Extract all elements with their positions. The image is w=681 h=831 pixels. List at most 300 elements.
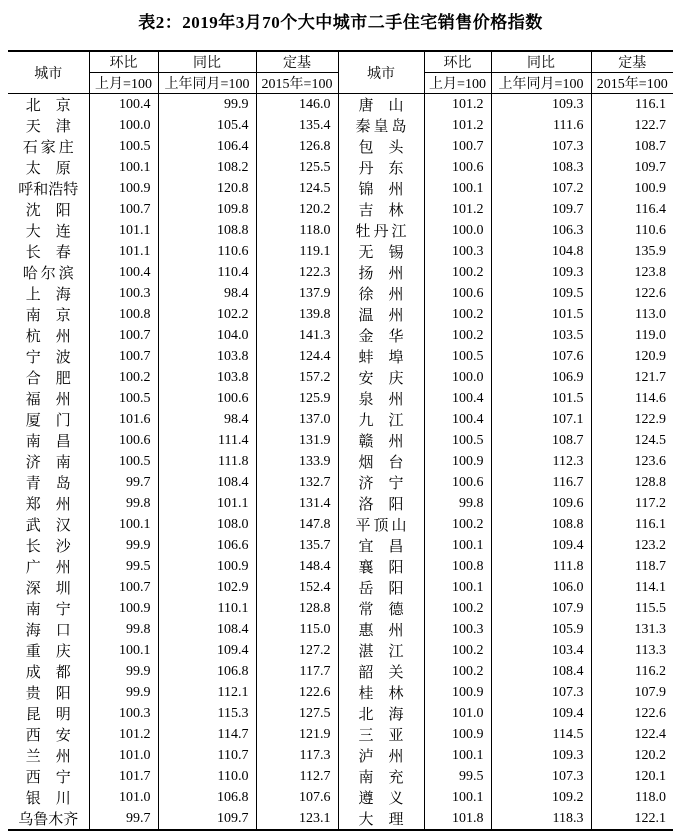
yoy-value: 111.8 (158, 451, 256, 472)
table-row (8, 94, 673, 116)
city-cell (8, 178, 89, 199)
city-name: 湛 江 (358, 644, 404, 660)
yoy-value: 106.8 (158, 787, 256, 808)
city-cell (8, 157, 89, 178)
yoy-value: 107.9 (491, 598, 591, 619)
mom-value: 99.8 (89, 619, 158, 640)
mom-value: 100.9 (424, 682, 491, 703)
yoy-value: 109.6 (491, 493, 591, 514)
city-cell (8, 94, 89, 116)
city-name: 襄 阳 (358, 560, 404, 576)
city-name: 锦 州 (358, 182, 404, 198)
mom-value: 100.2 (424, 514, 491, 535)
city-cell (338, 808, 424, 830)
yoy-value: 110.1 (158, 598, 256, 619)
city-cell (8, 388, 89, 409)
base-value: 124.5 (634, 432, 666, 448)
yoy-value: 112.3 (491, 451, 591, 472)
city-name: 深 圳 (25, 581, 71, 597)
city-cell (338, 766, 424, 787)
base-value: 114.1 (635, 579, 666, 595)
yoy-value: 106.4 (158, 136, 256, 157)
city-name: 长 沙 (25, 539, 71, 555)
city-name: 吉 林 (358, 203, 404, 219)
city-name: 宁 波 (25, 350, 71, 366)
city-name: 沈 阳 (25, 203, 71, 219)
city-name: 南 宁 (25, 602, 71, 618)
base-value: 112.7 (256, 766, 338, 787)
city-cell (8, 241, 89, 262)
mom-value: 99.8 (424, 493, 491, 514)
table-header (8, 51, 673, 94)
base-value: 124.5 (256, 178, 338, 199)
mom-value: 100.5 (89, 136, 158, 157)
page-title: 表2：2019年3月70个大中城市二手住宅销售价格指数 (138, 13, 543, 32)
base-value: 147.8 (256, 514, 338, 535)
table-row (8, 115, 673, 136)
city-name: 大 理 (358, 812, 404, 828)
city-name: 金 华 (358, 329, 404, 345)
mom-value: 101.1 (89, 220, 158, 241)
yoy-value: 110.7 (158, 745, 256, 766)
city-name: 包 头 (358, 140, 404, 156)
city-name: 秦皇岛 (355, 119, 410, 135)
yoy-value: 120.8 (158, 178, 256, 199)
mom-value: 100.6 (424, 157, 491, 178)
table-row (8, 703, 673, 724)
yoy-value: 108.8 (491, 514, 591, 535)
city-name: 海 口 (25, 623, 71, 639)
city-name: 洛 阳 (358, 497, 404, 513)
header-mom-left: 环比 (89, 51, 158, 73)
base-value: 133.9 (256, 451, 338, 472)
mom-value: 100.2 (424, 262, 491, 283)
mom-value: 100.4 (89, 262, 158, 283)
base-value: 118.0 (256, 220, 338, 241)
yoy-value: 107.1 (491, 409, 591, 430)
city-cell (338, 556, 424, 577)
yoy-value: 109.4 (491, 703, 591, 724)
base-value: 122.3 (256, 262, 338, 283)
yoy-value: 99.9 (158, 94, 256, 116)
base-value: 116.2 (635, 663, 666, 679)
mom-value: 100.3 (89, 283, 158, 304)
yoy-value: 115.3 (158, 703, 256, 724)
base-value: 113.3 (635, 642, 666, 658)
city-name: 西 安 (25, 728, 71, 744)
city-cell (8, 598, 89, 619)
city-name: 乌鲁木齐 (18, 812, 79, 828)
table-row (8, 346, 673, 367)
table-row (8, 388, 673, 409)
yoy-value: 103.8 (158, 367, 256, 388)
table-row (8, 430, 673, 451)
base-value: 135.4 (256, 115, 338, 136)
city-cell (338, 325, 424, 346)
city-name: 丹 东 (358, 161, 404, 177)
base-value: 131.4 (256, 493, 338, 514)
table-row (8, 535, 673, 556)
mom-value: 100.1 (89, 157, 158, 178)
mom-value: 99.5 (89, 556, 158, 577)
city-name: 岳 阳 (358, 581, 404, 597)
mom-value: 101.8 (424, 808, 491, 830)
mom-value: 100.7 (89, 199, 158, 220)
mom-value: 99.5 (424, 766, 491, 787)
city-cell (338, 346, 424, 367)
base-value: 107.6 (256, 787, 338, 808)
base-value: 116.4 (635, 201, 666, 217)
table-row (8, 724, 673, 745)
city-cell (8, 661, 89, 682)
table-row (8, 136, 673, 157)
yoy-value: 109.4 (158, 640, 256, 661)
city-name: 合 肥 (25, 371, 71, 387)
base-value: 131.9 (256, 430, 338, 451)
city-cell (338, 514, 424, 535)
city-cell (338, 577, 424, 598)
yoy-value: 102.2 (158, 304, 256, 325)
mom-value: 100.1 (424, 535, 491, 556)
city-cell (8, 640, 89, 661)
city-name: 韶 关 (358, 665, 404, 681)
mom-value: 100.0 (424, 367, 491, 388)
header-yoy-left: 同比 (158, 51, 256, 73)
table-row (8, 451, 673, 472)
city-name: 太 原 (25, 161, 71, 177)
city-cell (338, 619, 424, 640)
base-value: 152.4 (256, 577, 338, 598)
base-value: 124.4 (256, 346, 338, 367)
mom-value: 100.4 (89, 94, 158, 116)
city-name: 烟 台 (358, 455, 404, 471)
table-row (8, 178, 673, 199)
table-row (8, 556, 673, 577)
city-name: 上 海 (25, 287, 71, 303)
city-name: 呼和浩特 (18, 182, 79, 198)
city-name: 石家庄 (22, 140, 77, 156)
city-cell (8, 787, 89, 808)
city-name: 福 州 (25, 392, 71, 408)
yoy-value: 111.6 (491, 115, 591, 136)
city-name: 南 京 (25, 308, 71, 324)
mom-value: 100.9 (424, 451, 491, 472)
base-value: 107.9 (634, 684, 666, 700)
city-cell (338, 157, 424, 178)
yoy-value: 98.4 (158, 283, 256, 304)
base-value: 116.1 (635, 516, 666, 532)
yoy-value: 106.9 (491, 367, 591, 388)
city-cell (338, 304, 424, 325)
city-cell (8, 493, 89, 514)
yoy-value: 109.7 (158, 808, 256, 830)
base-value: 126.8 (256, 136, 338, 157)
mom-value: 100.1 (89, 640, 158, 661)
yoy-value: 104.8 (491, 241, 591, 262)
base-value: 123.1 (256, 808, 338, 830)
city-cell (8, 745, 89, 766)
mom-value: 101.2 (424, 115, 491, 136)
price-index-table (8, 50, 673, 831)
mom-value: 100.1 (424, 577, 491, 598)
city-cell (338, 661, 424, 682)
city-cell (8, 220, 89, 241)
city-name: 南 昌 (25, 434, 71, 450)
city-name: 常 德 (358, 602, 404, 618)
yoy-value: 111.8 (491, 556, 591, 577)
city-name: 成 都 (25, 665, 71, 681)
header-city-right: 城市 (338, 51, 424, 94)
table-row (8, 283, 673, 304)
city-name: 桂 林 (358, 686, 404, 702)
base-value: 131.3 (634, 621, 666, 637)
city-cell (8, 703, 89, 724)
city-cell (338, 283, 424, 304)
header-base-right: 定基 (591, 51, 673, 73)
city-cell (338, 787, 424, 808)
mom-value: 100.0 (424, 220, 491, 241)
base-value: 122.1 (634, 810, 666, 826)
table-row (8, 220, 673, 241)
city-cell (8, 115, 89, 136)
mom-value: 100.3 (424, 619, 491, 640)
city-cell (338, 472, 424, 493)
base-value: 122.6 (634, 705, 666, 721)
yoy-value: 108.4 (491, 661, 591, 682)
yoy-value: 108.4 (158, 619, 256, 640)
city-name: 平顶山 (355, 518, 410, 534)
yoy-value: 106.3 (491, 220, 591, 241)
city-cell (8, 724, 89, 745)
yoy-value: 100.6 (158, 388, 256, 409)
mom-value: 100.6 (424, 472, 491, 493)
table-row (8, 745, 673, 766)
mom-value: 100.3 (424, 241, 491, 262)
city-name: 哈尔滨 (22, 266, 77, 282)
city-cell (8, 430, 89, 451)
base-value: 100.9 (634, 180, 666, 196)
mom-value: 100.1 (424, 178, 491, 199)
city-cell (338, 388, 424, 409)
base-value: 122.7 (634, 117, 666, 133)
table-row (8, 577, 673, 598)
mom-value: 100.5 (89, 388, 158, 409)
mom-value: 99.9 (89, 682, 158, 703)
mom-value: 101.2 (424, 94, 491, 116)
mom-value: 99.8 (89, 493, 158, 514)
base-value: 128.8 (634, 474, 666, 490)
base-value: 115.5 (635, 600, 666, 616)
base-value: 127.2 (256, 640, 338, 661)
city-name: 重 庆 (25, 644, 71, 660)
city-cell (338, 94, 424, 116)
mom-value: 100.7 (424, 136, 491, 157)
table-row (8, 262, 673, 283)
base-value: 108.7 (634, 138, 666, 154)
table-row (8, 640, 673, 661)
mom-value: 100.9 (89, 598, 158, 619)
yoy-value: 110.6 (158, 241, 256, 262)
city-name: 九 江 (358, 413, 404, 429)
mom-value: 100.2 (424, 640, 491, 661)
yoy-value: 118.3 (491, 808, 591, 830)
city-name: 西 宁 (25, 770, 71, 786)
yoy-value: 116.7 (491, 472, 591, 493)
city-name: 牡丹江 (355, 224, 410, 240)
city-cell (8, 535, 89, 556)
city-name: 泉 州 (358, 392, 404, 408)
mom-value: 100.7 (89, 577, 158, 598)
city-name: 青 岛 (25, 476, 71, 492)
mom-value: 100.0 (89, 115, 158, 136)
city-name: 遵 义 (358, 791, 404, 807)
city-cell (338, 115, 424, 136)
city-name: 广 州 (25, 560, 71, 576)
mom-value: 101.0 (424, 703, 491, 724)
table-row (8, 409, 673, 430)
mom-value: 100.5 (424, 346, 491, 367)
yoy-value: 108.3 (491, 157, 591, 178)
city-name: 武 汉 (25, 518, 71, 534)
mom-value: 100.2 (89, 367, 158, 388)
mom-value: 100.8 (424, 556, 491, 577)
city-cell (338, 136, 424, 157)
yoy-value: 109.5 (491, 283, 591, 304)
base-value: 121.9 (256, 724, 338, 745)
base-value: 122.9 (634, 411, 666, 427)
yoy-value: 108.2 (158, 157, 256, 178)
city-cell (8, 199, 89, 220)
table-row (8, 472, 673, 493)
city-cell (8, 451, 89, 472)
mom-value: 100.9 (89, 178, 158, 199)
city-cell (8, 325, 89, 346)
base-value: 122.4 (634, 726, 666, 742)
table-row (8, 661, 673, 682)
yoy-value: 101.5 (491, 388, 591, 409)
base-value: 113.0 (635, 306, 666, 322)
header-row-1 (8, 51, 673, 73)
base-value: 127.5 (256, 703, 338, 724)
yoy-value: 107.6 (491, 346, 591, 367)
mom-value: 101.0 (89, 745, 158, 766)
base-value: 121.7 (634, 369, 666, 385)
base-value: 139.8 (256, 304, 338, 325)
yoy-value: 103.8 (158, 346, 256, 367)
city-cell (338, 640, 424, 661)
yoy-value: 107.3 (491, 766, 591, 787)
city-cell (8, 283, 89, 304)
yoy-value: 111.4 (158, 430, 256, 451)
city-name: 济 南 (25, 455, 71, 471)
mom-value: 100.7 (89, 325, 158, 346)
header-base-left: 定基 (256, 51, 338, 73)
base-value: 118.7 (635, 558, 666, 574)
yoy-value: 114.7 (158, 724, 256, 745)
mom-value: 100.2 (424, 598, 491, 619)
city-cell (8, 367, 89, 388)
mom-value: 100.1 (89, 514, 158, 535)
mom-value: 100.6 (89, 430, 158, 451)
base-value: 109.7 (634, 159, 666, 175)
base-value: 146.0 (256, 94, 338, 116)
yoy-value: 104.0 (158, 325, 256, 346)
city-name: 天 津 (25, 119, 71, 135)
city-cell (8, 304, 89, 325)
base-value: 110.6 (635, 222, 666, 238)
city-cell (338, 703, 424, 724)
base-value: 120.9 (634, 348, 666, 364)
subheader-mom-left: 上月=100 (89, 73, 158, 94)
table-row (8, 157, 673, 178)
table-row (8, 787, 673, 808)
city-cell (338, 178, 424, 199)
base-value: 123.8 (634, 264, 666, 280)
city-name: 杭 州 (25, 329, 71, 345)
table-row (8, 598, 673, 619)
city-cell (338, 409, 424, 430)
base-value: 132.7 (256, 472, 338, 493)
yoy-value: 105.4 (158, 115, 256, 136)
base-value: 114.6 (635, 390, 666, 406)
yoy-value: 107.2 (491, 178, 591, 199)
yoy-value: 109.4 (491, 535, 591, 556)
yoy-value: 110.4 (158, 262, 256, 283)
city-cell (8, 262, 89, 283)
city-name: 扬 州 (358, 266, 404, 282)
mom-value: 100.2 (424, 325, 491, 346)
base-value: 117.3 (256, 745, 338, 766)
mom-value: 101.0 (89, 787, 158, 808)
city-name: 蚌 埠 (358, 350, 404, 366)
header-mom-right: 环比 (424, 51, 491, 73)
table-row (8, 493, 673, 514)
city-name: 惠 州 (358, 623, 404, 639)
city-name: 南 充 (358, 770, 404, 786)
table-row (8, 199, 673, 220)
mom-value: 100.8 (89, 304, 158, 325)
city-cell (338, 535, 424, 556)
yoy-value: 110.0 (158, 766, 256, 787)
city-cell (338, 493, 424, 514)
mom-value: 100.5 (89, 451, 158, 472)
mom-value: 99.7 (89, 808, 158, 830)
table-row (8, 367, 673, 388)
mom-value: 100.1 (424, 745, 491, 766)
yoy-value: 105.9 (491, 619, 591, 640)
city-cell (338, 745, 424, 766)
base-value: 117.7 (256, 661, 338, 682)
base-value: 117.2 (635, 495, 666, 511)
yoy-value: 107.3 (491, 682, 591, 703)
base-value: 118.0 (635, 789, 666, 805)
yoy-value: 101.1 (158, 493, 256, 514)
subheader-mom-right: 上月=100 (424, 73, 491, 94)
city-cell (8, 682, 89, 703)
table-row (8, 325, 673, 346)
base-value: 122.6 (256, 682, 338, 703)
city-cell (338, 451, 424, 472)
table-row (8, 808, 673, 830)
city-name: 长 春 (25, 245, 71, 261)
mom-value: 100.2 (424, 661, 491, 682)
base-value: 120.2 (256, 199, 338, 220)
base-value: 135.9 (634, 243, 666, 259)
city-name: 徐 州 (358, 287, 404, 303)
base-value: 120.2 (634, 747, 666, 763)
city-cell (8, 766, 89, 787)
city-cell (8, 619, 89, 640)
